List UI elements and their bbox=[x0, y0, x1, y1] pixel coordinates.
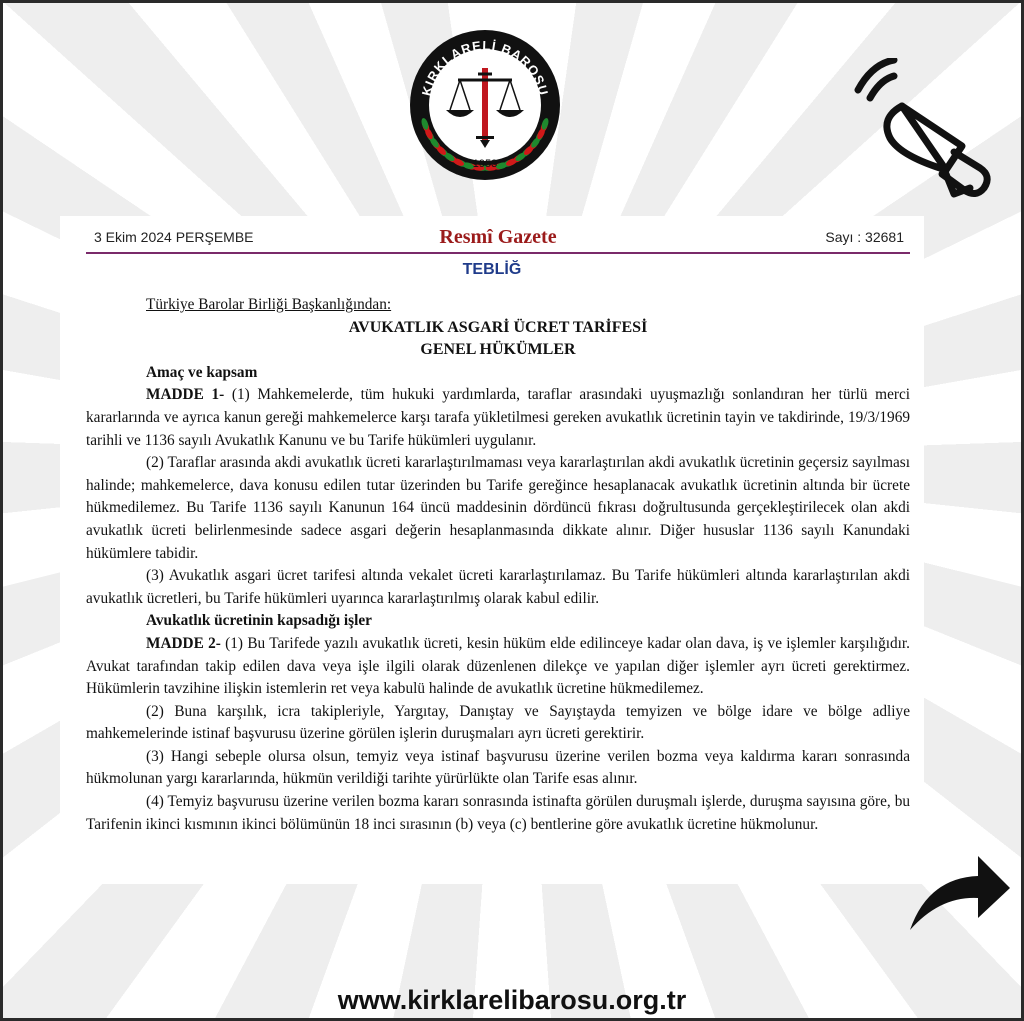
gazette-clipping bbox=[60, 216, 924, 884]
regulation-text bbox=[86, 294, 910, 836]
article-1-p1-text: (1) Mahkemelerde, tüm hukuki yardımlarda, taraflar arasındaki uyuşmazlığı sonlandıran her türlü merci kararlarında ve ayrıca kanun gereği mahkemelerce karşı tarafa yükletilmesi gereken avukatlık ücretinin tayin ve takdirinde, 19/3/1969 tarihli ve 1136 sayılı Avukatlık Kanunu ve bu Tarife hükümleri uygulanır. bbox=[86, 386, 911, 449]
article-1-paragraph-1 bbox=[86, 384, 910, 452]
section-title: TEBLİĞ bbox=[462, 261, 522, 278]
megaphone-icon bbox=[850, 58, 1010, 208]
gazette-title: Resmî Gazete bbox=[439, 226, 557, 248]
article-2-paragraph-4: (4) Temyiz başvurusu üzerine verilen bozma kararı sonrasında istinafta görülen duruşmalı işlerde, duruşma sayısına göre, bu Tarifenin ikinci kısmının ikinci bölümünün 18 inci sırasının (b) veya (c) bentlerine göre avukatlık ücretine hükmolunur. bbox=[86, 793, 910, 833]
section-heading-scope: Avukatlık ücretinin kapsadığı işler bbox=[146, 612, 372, 630]
article-2-paragraph-2: (2) Buna karşılık, icra takipleriyle, Yargıtay, Danıştay ve Sayıştayda temyizen ve bölge idare ve bölge adliye mahkemelerinde istinaf başvurusu üzerine görülen işlerin duruşmaları ayrı ücreti gerektirir. bbox=[86, 702, 910, 743]
article-2-paragraph-3: (3) Hangi sebeple olursa olsun, temyiz veya istinaf başvurusu üzerine verilen bozma veya kaldırma kararı sonrasında hükmolunan yargı kararlarında, hükmün verildiği tarihte yürürlükte olan Tarife esas alınır. bbox=[86, 747, 910, 788]
issuer-line: Türkiye Barolar Birliği Başkanlığından: bbox=[146, 296, 392, 313]
bar-association-logo bbox=[408, 28, 562, 182]
document-title: AVUKATLIK ASGARİ ÜCRET TARİFESİ bbox=[348, 318, 648, 336]
website-link[interactable]: www.kirklarelibarosu.org.tr bbox=[337, 985, 687, 1015]
gazette-header bbox=[86, 226, 910, 254]
article-2-label: MADDE 2- bbox=[146, 634, 221, 652]
document-subtitle: GENEL HÜKÜMLER bbox=[420, 341, 576, 359]
logo-year: 1953 bbox=[472, 158, 498, 170]
article-2-paragraph-1 bbox=[86, 633, 910, 701]
article-1-paragraph-2: (2) Taraflar arasında akdi avukatlık ücreti kararlaştırılmaması veya kararlaştırılan akdi avukatlık ücretinin geçersiz sayılması halinde; mahkemelerce, dava konusu edilen tutar üzerinden bu Tarife gereğince hesaplanacak avukatlık ücretinin altında bir ücrete hükmedilemez. Bu Tarife 1136 sayılı Kanunun 164 üncü maddesinin dördüncü fıkrası doğrultusunda gerçekleştirilecek olan akdi avukatlık ücreti belirlenmesinde sadece asgari değerin hesaplanmasında dikkate alınır. Diğer hususlar 1136 sayılı Kanundaki hükümlere tabidir. bbox=[86, 454, 910, 562]
logo-ring-text: KIRKLARELİ BAROSU bbox=[418, 37, 552, 98]
article-1-label: MADDE 1- bbox=[146, 386, 225, 404]
gazette-issue-number: Sayı : 32681 bbox=[825, 229, 904, 245]
gazette-date: 3 Ekim 2024 PERŞEMBE bbox=[94, 229, 254, 245]
section-heading-purpose: Amaç ve kapsam bbox=[146, 363, 258, 381]
article-2-p1-text: (1) Bu Tarifede yazılı avukatlık ücreti, kesin hüküm elde edilinceye kadar olan dava, iş ve işlemler karşılığıdır. Avukat tarafından takip edilen dava veya işle ilgili olarak düzenlenen dilekçe ve yapılan diğer işlemler ayrı ücreti gerektirmez. Hükümlerin tavzihine ilişkin istemlerin ret veya kabulü halinde de avukatlık ücretine hükmedilemez. bbox=[86, 634, 911, 698]
article-1-paragraph-3: (3) Avukatlık asgari ücret tarifesi altında vekalet ücreti kararlaştırılamaz. Bu Tarife hükümleri altında kararlaştırılan akdi avukatlık ücretleri, bu Tarife hükümleri uyarınca kararlaştırılmış olarak kabul edilir. bbox=[86, 567, 910, 607]
